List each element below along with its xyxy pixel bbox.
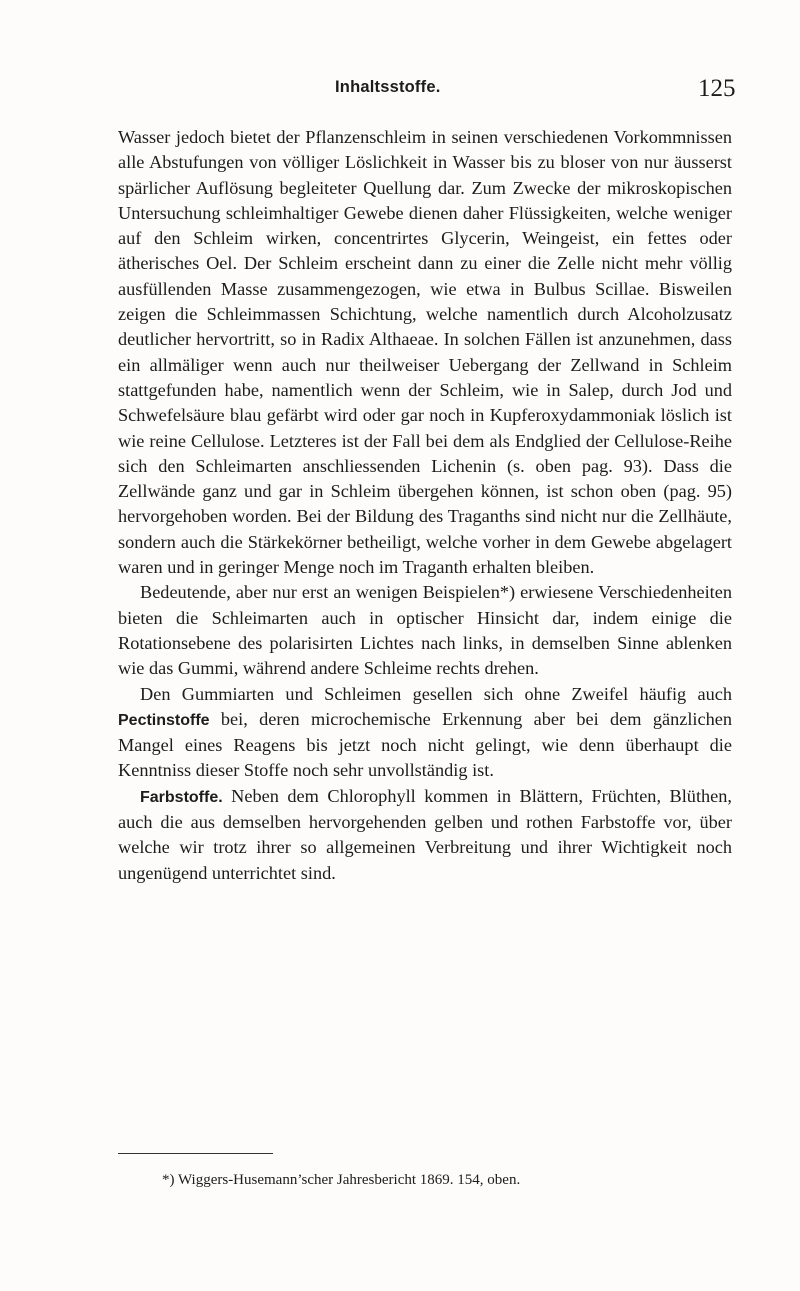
pectin-lead-text: Den Gummiarten und Schleimen gesellen sich ohne Zweifel häufig auch [140, 683, 732, 704]
paragraph-mucilage-solubility: Wasser jedoch bietet der Pflanzenschleim in seinen verschiedenen Vorkommnissen alle Abstufungen von völliger Löslichkeit in Wasser bis zu bloser von nur äusserst spärlicher Auflösung begleiteter Quellung dar. Zum Zwecke der mikroskopischen Untersuchung schleimhaltiger Gewebe dienen daher Flüssigkeiten, welche weniger auf den Schleim wirken, concentrirtes Glycerin, Weingeist, ein fettes oder ätherisches Oel. Der Schleim erscheint dann zu einer die Zelle nicht mehr völlig ausfüllenden Masse zusammengezogen, wie etwa in Bulbus Scillae. Bisweilen zeigen die Schleimmassen Schichtung, welche namentlich durch Alcoholzusatz deutlicher hervortritt, so in Radix Althaeae. In solchen Fällen ist anzunehmen, dass ein allmäliger wenn auch nur theilweiser Uebergang der Zellwand in Schleim stattgefunden habe, namentlich wenn der Schleim, wie in Salep, durch Jod und Schwefelsäure blau gefärbt wird oder gar noch in Kupferoxydammoniak löslich ist wie reine Cellulose. Letzteres ist der Fall bei dem als Endglied der Cellulose-Reihe sich den Schleimarten anschliessenden Lichenin (s. oben pag. 93). Dass die Zellwände ganz und gar in Schleim übergehen können, ist schon oben (pag. 95) hervorgehoben worden. Bei der Bildung des Traganths sind nicht nur die Zellhäute, sondern auch die Stärkekörner betheiligt, welche vorher in dem Gewebe abgelagert waren und in geringer Menge noch im Traganth erhalten bleiben. [118, 127, 732, 578]
running-head [0, 76, 800, 106]
pectin-rest-text: bei, deren microchemische Erkennung aber bei dem gänzlichen Mangel eines Reagens bis jetzt noch nicht gelingt, wie denn überhaupt die Kenntniss dieser Stoffe noch sehr unvollständig ist. [118, 708, 732, 781]
paragraph-dyes [118, 784, 732, 886]
footnote-rule [118, 1153, 273, 1154]
footnote: *) Wiggers-Husemann’scher Jahresbericht 1869. 154, oben. [162, 1172, 521, 1188]
paragraph-pectin [118, 682, 732, 784]
term-pectinstoffe: Pectinstoffe [118, 711, 210, 729]
body-text [118, 125, 732, 886]
running-title: Inhaltsstoffe. [335, 78, 441, 96]
term-farbstoffe: Farbstoffe. [140, 788, 223, 806]
paragraph-optical-properties: Bedeutende, aber nur erst an wenigen Beispielen*) erwiesene Verschiedenheiten bieten die Schleimarten auch in optischer Hinsicht dar, indem einige die Rotationsebene des polarisirten Lichtes nach links, in demselben Sinne ablenken wie das Gummi, während andere Schleime rechts drehen. [118, 582, 732, 679]
dyes-rest-text: Neben dem Chlorophyll kommen in Blättern, Früchten, Blüthen, auch die aus demselben hervorgehenden gelben und rothen Farbstoffe vor, über welche wir trotz ihrer so allgemeinen Verbreitung und ihrer Wichtigkeit noch ungenügend unterrichtet sind. [118, 785, 732, 883]
page-number: 125 [698, 75, 736, 102]
